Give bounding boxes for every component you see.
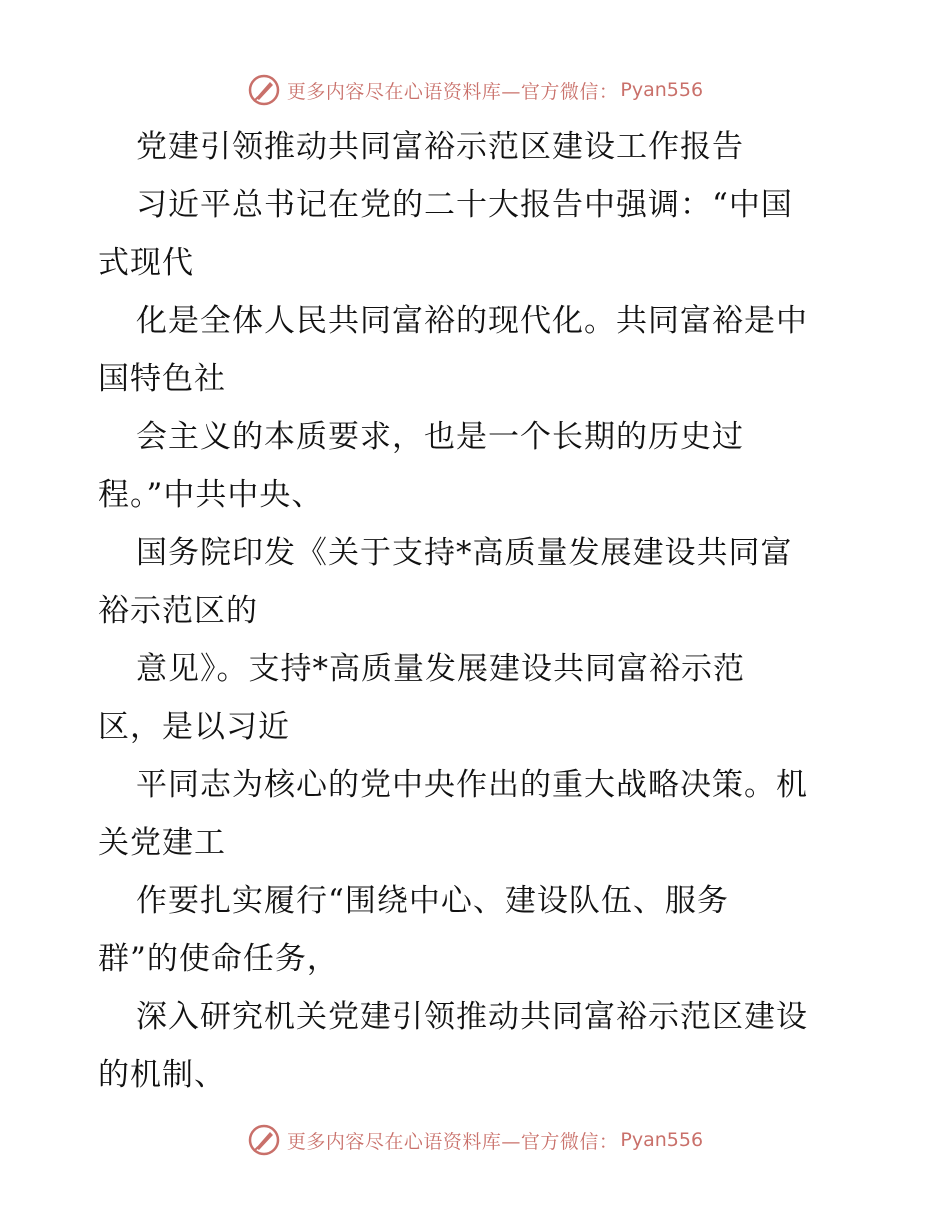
text-line: 裕示范区的	[98, 593, 258, 629]
text-line: 深入研究机关党建引领推动共同富裕示范区建设	[136, 999, 808, 1035]
watermark-text: 更多内容尽在心语资料库—官方微信：	[286, 1130, 619, 1153]
quill-logo-icon	[247, 73, 281, 107]
text-line: 式现代	[98, 245, 194, 281]
quill-logo-icon	[247, 1123, 281, 1157]
document-body	[98, 118, 858, 1104]
text-line: 程。”中共中央、	[98, 477, 324, 513]
watermark-text: 更多内容尽在心语资料库—官方微信：	[286, 80, 619, 103]
text-line: 国特色社	[98, 361, 226, 397]
text-line: 群”的使命任务，	[98, 941, 339, 977]
text-line: 的机制、	[98, 1057, 226, 1093]
watermark-id: Pyan556	[620, 79, 704, 101]
text-line: 国务院印发《关于支持*高质量发展建设共同富	[136, 535, 793, 571]
text-line: 习近平总书记在党的二十大报告中强调：“中国	[136, 187, 793, 223]
text-line: 区，是以习近	[98, 709, 290, 745]
text-line: 关党建工	[98, 825, 226, 861]
watermark-id: Pyan556	[620, 1129, 704, 1151]
watermark-header	[0, 70, 950, 110]
text-line: 作要扎实履行“围绕中心、建设队伍、服务	[136, 883, 729, 919]
text-line: 平同志为核心的党中央作出的重大战略决策。机	[136, 767, 808, 803]
text-line: 化是全体人民共同富裕的现代化。共同富裕是中	[136, 303, 808, 339]
text-line: 意见》。支持*高质量发展建设共同富裕示范	[136, 651, 745, 687]
text-line: 党建引领推动共同富裕示范区建设工作报告	[136, 129, 744, 165]
watermark-footer	[0, 1120, 950, 1160]
text-line: 会主义的本质要求，也是一个长期的历史过	[136, 419, 744, 455]
